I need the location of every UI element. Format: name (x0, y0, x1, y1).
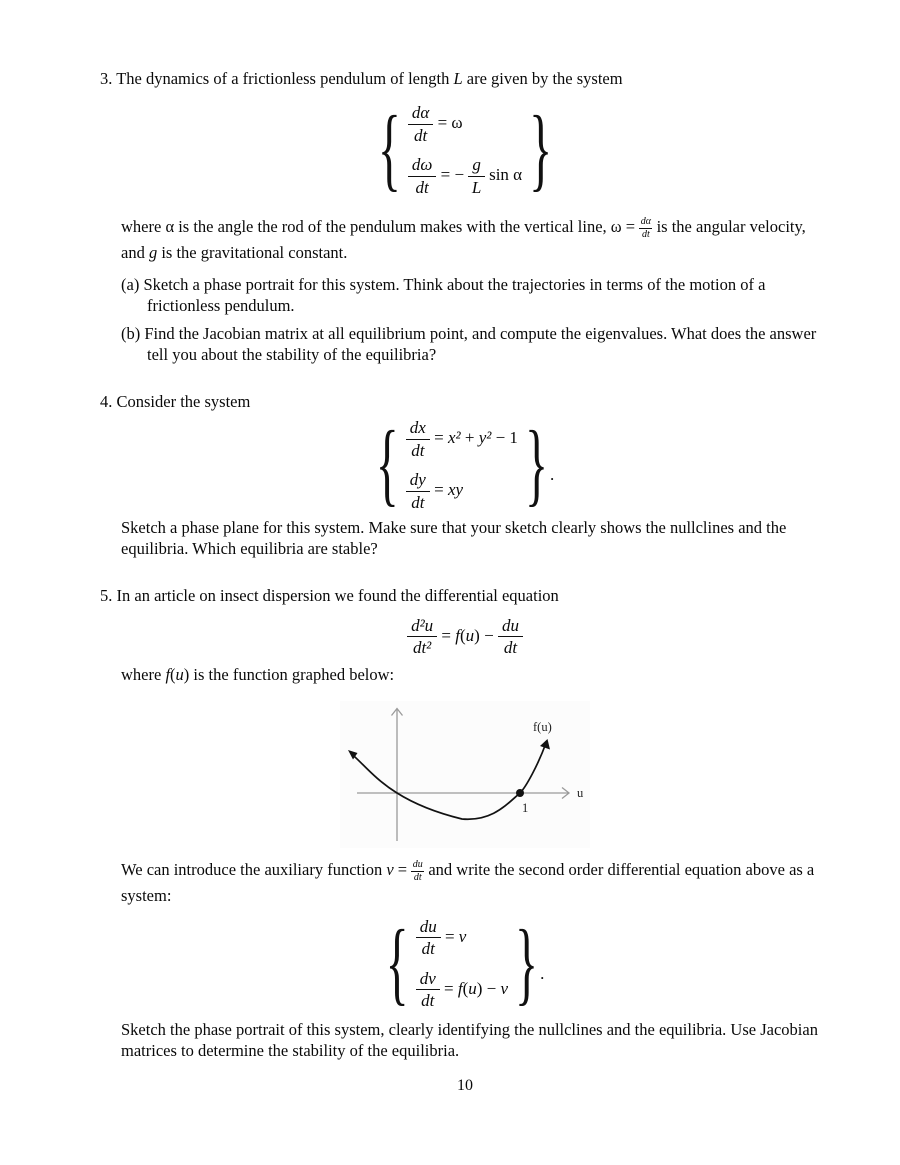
problem-3-number: 3. (100, 69, 113, 88)
equals-sign: = (625, 217, 636, 237)
fraction-numerator: dα (640, 216, 651, 228)
paren-open: ( (462, 978, 469, 998)
text-run: is the gravitational constant. (161, 243, 348, 263)
fraction-numerator: du (498, 616, 523, 638)
paren-open: ( (170, 664, 176, 684)
text-run: is the function graphed below: (193, 664, 395, 684)
left-brace: { (377, 97, 401, 201)
text-run: Sketch a phase plane for this system. Make sure that your sketch clearly shows the nullclines and the equilibria. Which equilibria are stable? (121, 517, 787, 558)
text-run: Consider the system (116, 392, 251, 412)
equation-dx-dt (406, 418, 518, 460)
f-u-graph-figure (340, 701, 590, 848)
paren-close: ) (474, 625, 480, 645)
minus-one-term: − 1 (495, 428, 518, 448)
fraction-numerator: du (416, 917, 441, 939)
fraction-dy-dt (406, 470, 430, 512)
equation-dv-dt (416, 969, 508, 1011)
variable-u: u (175, 664, 184, 684)
fraction-denominator: dt² (412, 638, 432, 658)
equals-sign: = (443, 978, 454, 998)
symbol-omega: ω (610, 217, 622, 237)
fraction-dalpha-dt (408, 103, 433, 145)
text-run: We can introduce the auxiliary function (121, 860, 383, 880)
fraction-domega-dt (408, 155, 437, 197)
text-run: The dynamics of a frictionless pendulum of length (116, 69, 450, 88)
variable-u: u (465, 625, 475, 645)
inline-fraction-du-dt (411, 859, 424, 884)
fraction-numerator: dω (408, 155, 437, 177)
fraction-numerator: dα (408, 103, 433, 125)
variable-g: g (148, 243, 158, 263)
right-brace: } (529, 97, 553, 201)
item-b-text: Find the Jacobian matrix at all equilibrium point, and compute the eigenvalues. What does the answer tell you about the stability of the equilibria? (144, 323, 817, 365)
function-f: f (457, 978, 463, 998)
fraction-denominator: dt (413, 125, 428, 145)
problem-4-number: 4. (100, 392, 113, 412)
variable-v: v (386, 860, 394, 880)
equals-sign: = (441, 625, 452, 645)
problem-3-where-paragraph (121, 215, 830, 265)
problem-5-title (100, 585, 830, 606)
problem-5-closing-instructions (121, 1019, 830, 1061)
equation-du-dt (416, 917, 467, 959)
problem-4-instructions (121, 517, 830, 559)
problem-4-system-equations (100, 412, 830, 517)
problem-5-system-equations (100, 910, 830, 1015)
fraction-dv-dt (416, 969, 440, 1011)
problem-3-item-a (121, 274, 830, 316)
equals-sign: = (434, 428, 444, 448)
item-a-text: Sketch a phase portrait for this system. Think about the trajectories in terms of the motion of a frictionless pendulum. (143, 274, 766, 315)
fraction-denominator: dt (641, 229, 650, 241)
minus-sign: − (484, 625, 494, 645)
text-run: is the angular velocity, and (121, 217, 806, 263)
fraction-d2u-dt2 (407, 616, 437, 658)
fraction-du-dt (498, 616, 523, 658)
variable-v: v (500, 978, 509, 998)
text-run: are given by the system (466, 69, 623, 88)
paren-close: ) (476, 978, 483, 998)
text-run: is the angle the rod of the pendulum makes with the vertical line, (178, 217, 607, 237)
trailing-period: . (540, 963, 545, 983)
problem-4-title (100, 391, 830, 412)
fraction-denominator: dt (421, 991, 435, 1011)
symbol-alpha: α (165, 217, 175, 237)
problem-5-where-line (121, 664, 830, 685)
right-brace: } (515, 910, 539, 1015)
text-run: where (121, 664, 162, 684)
item-a-label: (a) (121, 274, 140, 294)
term-y-squared: y² (478, 428, 492, 448)
equation-d2u-dt2 (407, 616, 523, 658)
plus-sign: + (464, 428, 475, 448)
problem-3-item-b (121, 323, 830, 365)
trailing-period: . (549, 465, 555, 485)
fraction-g-over-L (468, 155, 485, 197)
root-point-marker (516, 789, 524, 797)
function-f: f (165, 664, 171, 684)
system-body (408, 103, 522, 197)
right-brace: } (524, 412, 548, 517)
variable-v: v (458, 926, 467, 946)
fraction-denominator: dt (411, 492, 425, 512)
fraction-denominator: dt (503, 638, 518, 658)
fraction-denominator: dt (411, 440, 425, 460)
page-number: 10 (457, 1076, 473, 1094)
fraction-dx-dt (406, 418, 430, 460)
variable-u: u (468, 978, 477, 998)
point-label: 1 (522, 801, 529, 816)
left-brace: { (375, 412, 399, 517)
variable-L: L (453, 69, 463, 88)
item-b-label: (b) (121, 323, 141, 343)
text-run: where (121, 217, 162, 237)
function-f: f (455, 625, 460, 645)
problem-3-title (100, 68, 830, 89)
fraction-denominator: L (471, 177, 482, 197)
equation-domega-dt (408, 155, 522, 197)
paren-close: ) (183, 664, 190, 684)
fraction-numerator: d²u (407, 616, 437, 638)
x-axis-label: u (577, 786, 584, 801)
equals-sign: = (434, 480, 444, 500)
problem-5-auxiliary-paragraph (121, 858, 830, 908)
fraction-numerator: g (468, 155, 485, 177)
fraction-denominator: dt (413, 871, 422, 883)
fraction-denominator: dt (421, 939, 435, 959)
f-u-graph (340, 701, 590, 843)
equation-dalpha-dt (408, 103, 463, 145)
term-xy: xy (447, 480, 464, 500)
fraction-numerator: dy (406, 470, 430, 492)
fraction-numerator: du (412, 858, 423, 870)
fraction-denominator: dt (415, 177, 429, 197)
problem-5-equation (100, 616, 830, 658)
left-brace: { (385, 910, 409, 1015)
equals-minus-sign: = − (440, 165, 465, 185)
equation-dy-dt (406, 470, 463, 512)
equals-sign: = (444, 926, 455, 946)
problem-3-system-equations (100, 97, 830, 201)
equation-rhs: = ω (437, 113, 463, 133)
text-run: Sketch the phase portrait of this system, clearly identifying the nullclines and the equilibria. Use Jacobian matrices to determine the stability of the equilibria. (121, 1019, 818, 1060)
fraction-numerator: dv (416, 969, 440, 991)
inline-fraction-dalpha-dt (639, 216, 652, 241)
curve-label: f(u) (533, 720, 552, 735)
f-u-curve (351, 743, 546, 819)
fraction-du-dt (416, 917, 441, 959)
system-body (406, 418, 518, 512)
system-body (416, 917, 508, 1011)
term-x-squared: x² (447, 428, 461, 448)
text-run: In an article on insect dispersion we found the differential equation (116, 585, 559, 605)
problem-5-number: 5. (100, 585, 113, 605)
minus-sign: − (486, 978, 497, 998)
paren-open: ( (460, 625, 466, 645)
sin-alpha-term: sin α (489, 165, 523, 185)
fraction-numerator: dx (406, 418, 430, 440)
text-run: and write the second order differential equation above as a system: (121, 860, 815, 905)
equals-sign: = (397, 860, 408, 880)
